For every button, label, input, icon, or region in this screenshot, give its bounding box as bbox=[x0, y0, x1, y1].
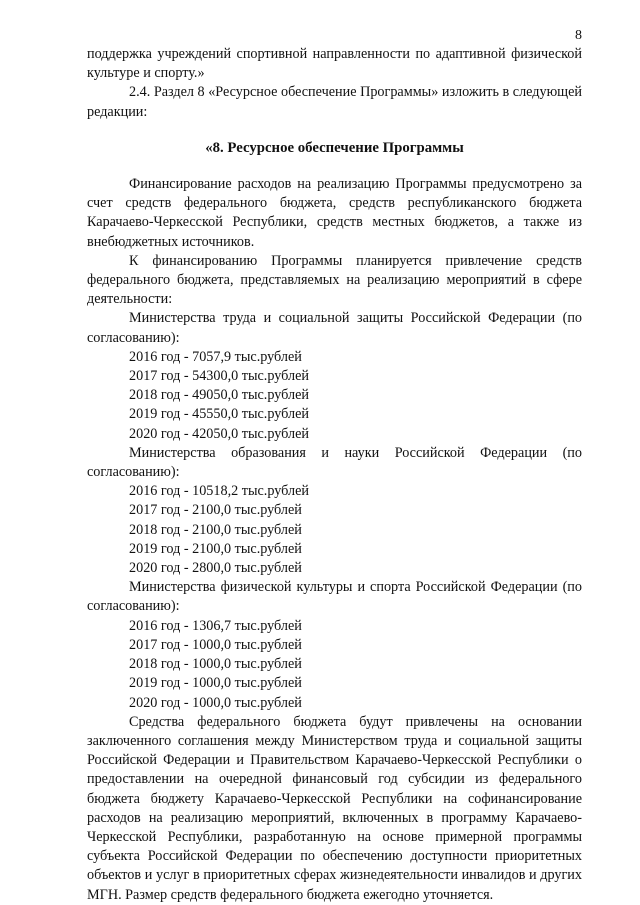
closing-paragraph: Средства федерального бюджета будут привлечены на основании заключенного соглашения между Министерством труда и социальной защиты Российской Федерации и Правительством Карачаево-Черкесской Республики о предоставлении на очередной финансовый год субсидии из федерального бюджета бюджету Карачаево-Черкесской Республики на софинансирование расходов на реализацию мероприятий, включенных в программу Карачаево-Черкесской Республики, разработанную на основе примерной программы субъекта Российской Федерации по обеспечению доступности приоритетных объектов и услуг в приоритетных сферах жизнедеятельности инвалидов и других МГН. Размер средств федерального бюджета ежегодно уточняется. bbox=[87, 713, 582, 903]
funding-year-line: 2018 год - 1000,0 тыс.рублей bbox=[129, 656, 302, 673]
ministry-name: Министерства труда и социальной защиты Российской Федерации (по согласованию): bbox=[87, 310, 582, 346]
ministry-name: Министерства физической культуры и спорта Российской Федерации (по согласованию): bbox=[87, 579, 582, 615]
funding-year-line: 2016 год - 1306,7 тыс.рублей bbox=[129, 617, 302, 634]
section-heading: «8. Ресурсное обеспечение Программы bbox=[205, 139, 464, 156]
funding-year-line: 2017 год - 1000,0 тыс.рублей bbox=[129, 636, 302, 653]
funding-year-line: 2020 год - 42050,0 тыс.рублей bbox=[129, 425, 309, 442]
funding-year-line: 2016 год - 10518,2 тыс.рублей bbox=[129, 483, 309, 500]
funding-year-line: 2017 год - 2100,0 тыс.рублей bbox=[129, 502, 302, 519]
funding-year-line: 2017 год - 54300,0 тыс.рублей bbox=[129, 368, 309, 385]
ministry-education-block bbox=[87, 444, 582, 578]
funding-year-line: 2016 год - 7057,9 тыс.рублей bbox=[129, 348, 302, 365]
page-number: 8 bbox=[575, 28, 582, 43]
amendment-instruction: 2.4. Раздел 8 «Ресурсное обеспечение Программы» изложить в следующей редакции: bbox=[87, 84, 582, 120]
continuation-paragraph: поддержка учреждений спортивной направленности по адаптивной физической культуре и спорту.» bbox=[87, 46, 582, 82]
funding-year-line: 2020 год - 1000,0 тыс.рублей bbox=[129, 694, 302, 711]
funding-year-line: 2019 год - 1000,0 тыс.рублей bbox=[129, 675, 302, 692]
federal-funds-paragraph: К финансированию Программы планируется привлечение средств федерального бюджета, представляемых на реализацию мероприятий в сфере деятельности: bbox=[87, 252, 582, 308]
ministry-name: Министерства образования и науки Российской Федерации (по согласованию): bbox=[87, 444, 582, 481]
funding-year-line: 2019 год - 2100,0 тыс.рублей bbox=[129, 540, 302, 557]
document-content bbox=[87, 45, 582, 905]
ministry-labor-block bbox=[87, 309, 582, 443]
ministry-sport-block bbox=[87, 578, 582, 712]
funding-year-line: 2019 год - 45550,0 тыс.рублей bbox=[129, 406, 309, 423]
funding-year-line: 2018 год - 49050,0 тыс.рублей bbox=[129, 387, 309, 404]
funding-year-line: 2020 год - 2800,0 тыс.рублей bbox=[129, 560, 302, 577]
financing-paragraph: Финансирование расходов на реализацию Программы предусмотрено за счет средств федерального бюджета, средств республиканского бюджета Карачаево-Черкесской Республики, средств местных бюджетов, а также из внебюджетных источников. bbox=[87, 176, 582, 250]
funding-year-line: 2018 год - 2100,0 тыс.рублей bbox=[129, 521, 302, 538]
